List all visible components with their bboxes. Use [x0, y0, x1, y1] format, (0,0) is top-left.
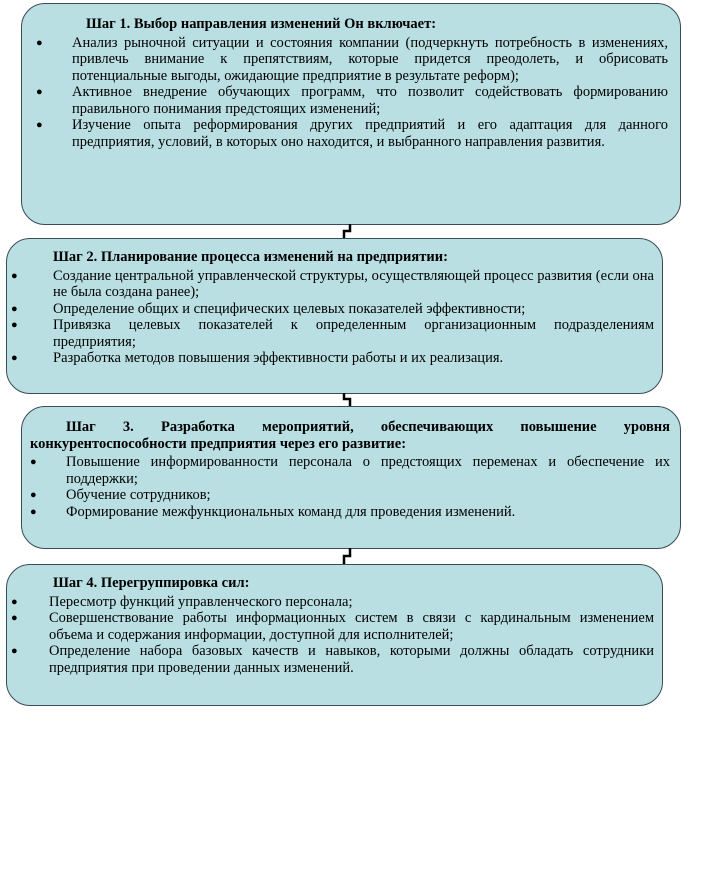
list-item: ● Формирование межфункциональных команд для проведения изменений. [30, 503, 516, 520]
bullet-icon: ● [11, 595, 18, 608]
bullet-icon: ● [36, 119, 43, 131]
list-item: ● Определение набора базовых качеств и навыков, которыми должны обладать сотрудники предприятия при проведении данных изменений. [11, 643, 654, 676]
step-1-title: Шаг 1. Выбор направления изменений Он включает: [86, 16, 437, 32]
list-item: ● Изучение опыта реформирования других предприятий и его адаптация для данного предприятия, условий, в которых оно находится, и выбранного направления развития. [36, 117, 668, 150]
bullet-icon: ● [11, 302, 18, 315]
step-1-list [36, 35, 668, 151]
bullet-icon: ● [11, 269, 18, 282]
step-3-title: Шаг 3. Разработка мероприятий, обеспечивающих повышение уровня конкурентоспособности предприятия через его развитие: [30, 419, 670, 452]
list-item: ● Обучение сотрудников; [30, 487, 211, 503]
bullet-icon: ● [30, 489, 37, 501]
step-2-title: Шаг 2. Планирование процесса изменений на предприятии: [53, 249, 448, 265]
bullet-icon: ● [11, 352, 18, 364]
bullet-icon: ● [36, 86, 43, 98]
bullet-icon: ● [11, 319, 18, 331]
bullet-icon: ● [36, 36, 43, 49]
bullet-icon: ● [30, 505, 37, 518]
list-item: ● Пересмотр функций управленческого персонала; [11, 593, 353, 610]
list-item: ● Повышение информированности персонала о предстоящих переменах и обеспечение их поддержки; [30, 454, 670, 487]
step-1-box [21, 3, 681, 225]
bullet-icon: ● [30, 456, 37, 468]
step-2-list [7, 268, 654, 367]
step-4-title: Шаг 4. Перегруппировка сил: [53, 575, 250, 591]
bullet-icon: ● [11, 612, 18, 624]
list-item: ● Совершенствование работы информационных систем в связи с кардинальным изменением объема и содержания информации, доступной для исполнителей; [11, 610, 654, 643]
step-4-box [6, 564, 663, 706]
bullet-icon: ● [11, 645, 18, 657]
step-2-box [6, 238, 663, 394]
list-item: ● Анализ рыночной ситуации и состояния компании (подчеркнуть потребность в изменениях, привлечь внимание к препятствиям, которые придется преодолеть, и обрисовать потенциальные выгоды, ожидающие предприятие в результате реформ); [36, 34, 668, 84]
step-3-box [21, 406, 681, 549]
step-3-list [30, 454, 670, 520]
list-item: ● Привязка целевых показателей к определенным организационным подразделениям предприятия; [11, 317, 654, 350]
list-item: ● Определение общих и специфических целевых показателей эффективности; [11, 300, 526, 317]
list-item: ● Создание центральной управленческой структуры, осуществляющей процесс развития (если она не была создана ранее); [11, 267, 654, 300]
list-item: ● Разработка методов повышения эффективности работы и их реализация. [11, 350, 504, 366]
step-4-list [7, 594, 654, 677]
list-item: ● Активное внедрение обучающих программ, что позволит содействовать формированию правильного понимания предстоящих изменений; [36, 84, 668, 117]
